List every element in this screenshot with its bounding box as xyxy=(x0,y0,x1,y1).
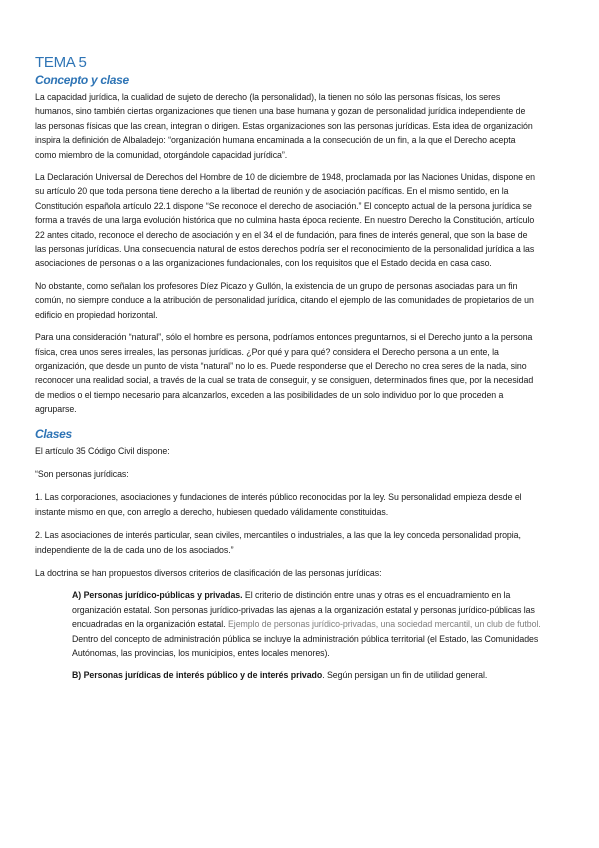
paragraph: No obstante, como señalan los profesores Díez Picazo y Gullón, la existencia de un grupo de personas asociadas para un fin común, no siempre conduce a la atribución de personalidad jurídica, citando el ejemplo de las comunidades de propietarios de un edificio en propiedad horizontal. xyxy=(35,280,534,320)
item-a-text-continued: Dentro del concepto de administración pública se incluye la administración pública territorial (el Estado, las Comunidades Autónomas, las provincias, los municipios, entes locales menores). xyxy=(72,633,539,658)
page-title: TEMA 5 xyxy=(35,54,87,71)
classification-item-a xyxy=(72,588,541,660)
paragraph: “Son personas jurídicas: xyxy=(35,468,129,479)
item-a-example: Ejemplo de personas jurídico-privadas, una sociedad mercantil, un club de futbol. xyxy=(227,619,541,630)
item-b-text: . Según persigan un fin de utilidad general. xyxy=(322,670,488,681)
item-a-heading: A) Personas jurídico-públicas y privadas. xyxy=(72,590,243,601)
paragraph: 2. Las asociaciones de interés particular, sean civiles, mercantiles o industriales, a las que la ley conceda personalidad propia, independiente de la de cada uno de los asociados.” xyxy=(35,530,521,555)
item-b-heading: B) Personas jurídicas de interés público y de interés privado xyxy=(72,670,323,681)
paragraph: El artículo 35 Código Civil dispone: xyxy=(35,445,170,456)
paragraph: Para una consideración “natural”, sólo el hombre es persona, podríamos entonces preguntarnos, si el Derecho junto a la persona física, crea unos seres irreales, las personas jurídicas. ¿Por qué y para qué? considera el Derecho persona a un ente, la organización, que desde un punto de vista “natural” no lo es. Puede responderse que el Derecho no crea seres de la nada, sino reconocer una realidad social, a través de la cual se trata de conseguir, y se consiguen, determinados fines que, por la necesidad de medios o el tiempo necesario para alcanzarlos, exceden a las posibilidades de un solo individuo por lo que proceden a agruparse. xyxy=(35,332,534,415)
section-heading-clases: Clases xyxy=(35,426,72,441)
classification-item-b xyxy=(72,668,541,682)
paragraph: 1. Las corporaciones, asociaciones y fundaciones de interés público reconocidas por la ley. Su personalidad empieza desde el instante mismo en que, con arreglo a derecho, hubiesen quedado válidamente constituidas. xyxy=(35,492,522,517)
item-a-text: El criterio de distinción entre unas y otras es el encuadramiento en la organización estatal. Son personas jurídico-privadas las ajenas a la organización estatal y personas jurídico-públicas las encuadradas en la organización estatal. xyxy=(72,590,535,630)
paragraph: La doctrina se han propuestos diversos criterios de clasificación de las personas jurídicas: xyxy=(35,567,382,578)
paragraph: La Declaración Universal de Derechos del Hombre de 10 de diciembre de 1948, proclamada por las Naciones Unidas, dispone en su artículo 20 que toda persona tiene derecho a la libertad de reunión y de asociación pacíficas. En el mismo sentido, en la Constitución española artículo 22.1 dispone “Se reconoce el derecho de asociación.” El concepto actual de la persona jurídica se forma a través de una larga evolución histórica que no culmina hasta época reciente. En nuestro Derecho la Constitución, artículo 22 antes citado, reconoce el derecho de asociación y en el 34 el de fundación, para fines de interés general, que son la base de las personas jurídicas. Una consecuencia natural de estos derechos podría ser el reconocimiento de la personalidad jurídica a las asociaciones de personas o a las organizaciones fundacionales, con los requisitos que el Estado decida en casa caso. xyxy=(35,172,536,269)
section-heading-concepto: Concepto y clase xyxy=(35,73,129,87)
paragraph: La capacidad jurídica, la cualidad de sujeto de derecho (la personalidad), la tienen no sólo las personas físicas, los seres humanos, sino también ciertas organizaciones que tienen una base humana y gozan de personalidad jurídica independiente de las personas físicas que las crean, integran o dirigen. Estas organizaciones son las personas jurídicas. Esta idea de organización inspira la definición de Albaladejo: “organización humana encaminada a la consecución de un fin, a la que el Derecho acepta como miembro de la comunidad, otorgándole capacidad jurídica”. xyxy=(35,92,533,160)
